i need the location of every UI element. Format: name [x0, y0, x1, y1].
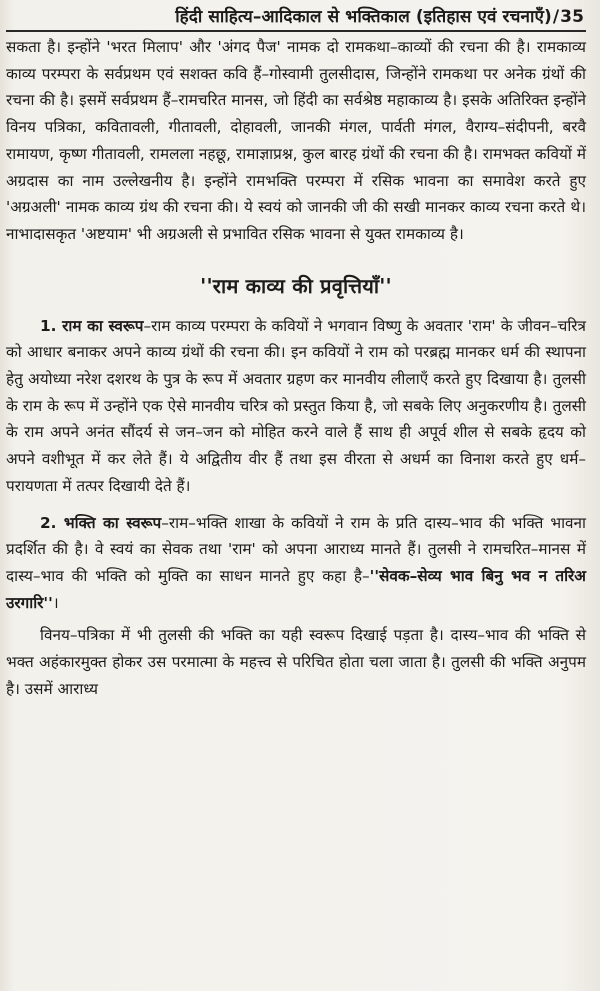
intro-paragraph: सकता है। इन्होंने 'भरत मिलाप' और 'अंगद पैज' नामक दो रामकथा–काव्यों की रचना की है। रामकाव्य काव्य परम्परा के सर्वप्रथम एवं सशक्त कवि हैं–गोस्वामी तुलसीदास, जिन्होंने रामकथा पर अनेक ग्रंथों की रचना की है। इसमें सर्वप्रथम हैं–रामचरित मानस, जो हिंदी का सर्वश्रेष्ठ महाकाव्य है। इसके अतिरिक्त इन्होंने विनय पत्रिका, कवितावली, गीतावली, दोहावली, जानकी मंगल, पार्वती मंगल, वैराग्य–संदीपनी, बरवै रामायण, कृष्ण गीतावली, रामलला नहछू, रामाज्ञाप्रश्न, कुल बारह ग्रंथों की रचना की है। रामभक्त कवियों में अग्रदास का नाम उल्लेखनीय है। इन्होंने रामभक्ति परम्परा में रसिक भावना का समावेश करते हुए 'अग्रअली' नामक काव्य ग्रंथ की रचना की। ये स्वयं को जानकी जी की सखी मानकर काव्य रचना करते थे। नाभादासकृत 'अष्टयाम' भी अग्रअली से प्रभावित रसिक भावना से युक्त रामकाव्य है। — [6, 38, 586, 243]
section-2-quote: ''सेवक–सेव्य भाव बिनु भव न तरिअ उरगारि'' — [6, 566, 586, 612]
header-separator: / — [552, 7, 560, 27]
section-2-paragraph — [6, 510, 586, 617]
closing-paragraph: विनय–पत्रिका में भी तुलसी की भक्ति का यही स्वरूप दिखाई पड़ता है। दास्य–भाव की भक्ति से भक्त अहंकारमुक्त होकर उस परमात्मा के महत्त्व से परिचित होता चला जाता है। तुलसी की भक्ति अनुपम है। उसमें आराध्य — [6, 626, 586, 698]
section-heading: ''राम काव्य की प्रवृत्तियाँ'' — [200, 273, 392, 298]
section-1-title: 1. राम का स्वरूप — [40, 316, 144, 335]
section-2-text: –राम–भक्ति शाखा के कवियों ने राम के प्रति दास्य–भाव की भक्ति भावना प्रदर्शित की है। वे स्वयं का सेवक तथा 'राम' को अपना आराध्य मानते हैं। तुलसी ने रामचरित–मानस में दास्य–भाव की भक्ति को मुक्ति का साधन मानते हुए कहा है– — [6, 513, 586, 585]
section-2-quote-end: । — [52, 593, 59, 612]
header-title: हिंदी साहित्य–आदिकाल से भक्तिकाल (इतिहास एवं रचनाएँ) — [175, 7, 552, 27]
running-header — [6, 4, 586, 32]
page-number: 35 — [560, 7, 584, 27]
section-1-text: –राम काव्य परम्परा के कवियों ने भगवान विष्णु के अवतार 'राम' के जीवन–चरित्र को आधार बनाकर अपने काव्य ग्रंथों की रचना की। इन कवियों ने राम को परब्रह्म मानकर धर्म की स्थापना हेतु अयोध्या नरेश दशरथ के पुत्र के रूप में अवतार ग्रहण कर मानवीय लीलाएँ करते हुए दिखाया है। तुलसी के राम के रूप में उन्होंने एक ऐसे मानवीय चरित्र को प्रस्तुत किया है, जो सबके लिए अनुकरणीय है। तुलसी के राम अपने अनंत सौंदर्य से जन–जन को मोहित करने वाले हैं साथ ही अपूर्व शील से सबके हृदय को अपने वशीभूत में कर लेते हैं। ये अद्वितीय वीर हैं तथा इस वीरता से अधर्म का विनाश करते हुए धर्म–परायणता में तत्पर दिखायी देते हैं। — [6, 316, 586, 495]
section-1-paragraph — [6, 313, 586, 500]
section-2-title: 2. भक्ति का स्वरूप — [40, 513, 162, 532]
